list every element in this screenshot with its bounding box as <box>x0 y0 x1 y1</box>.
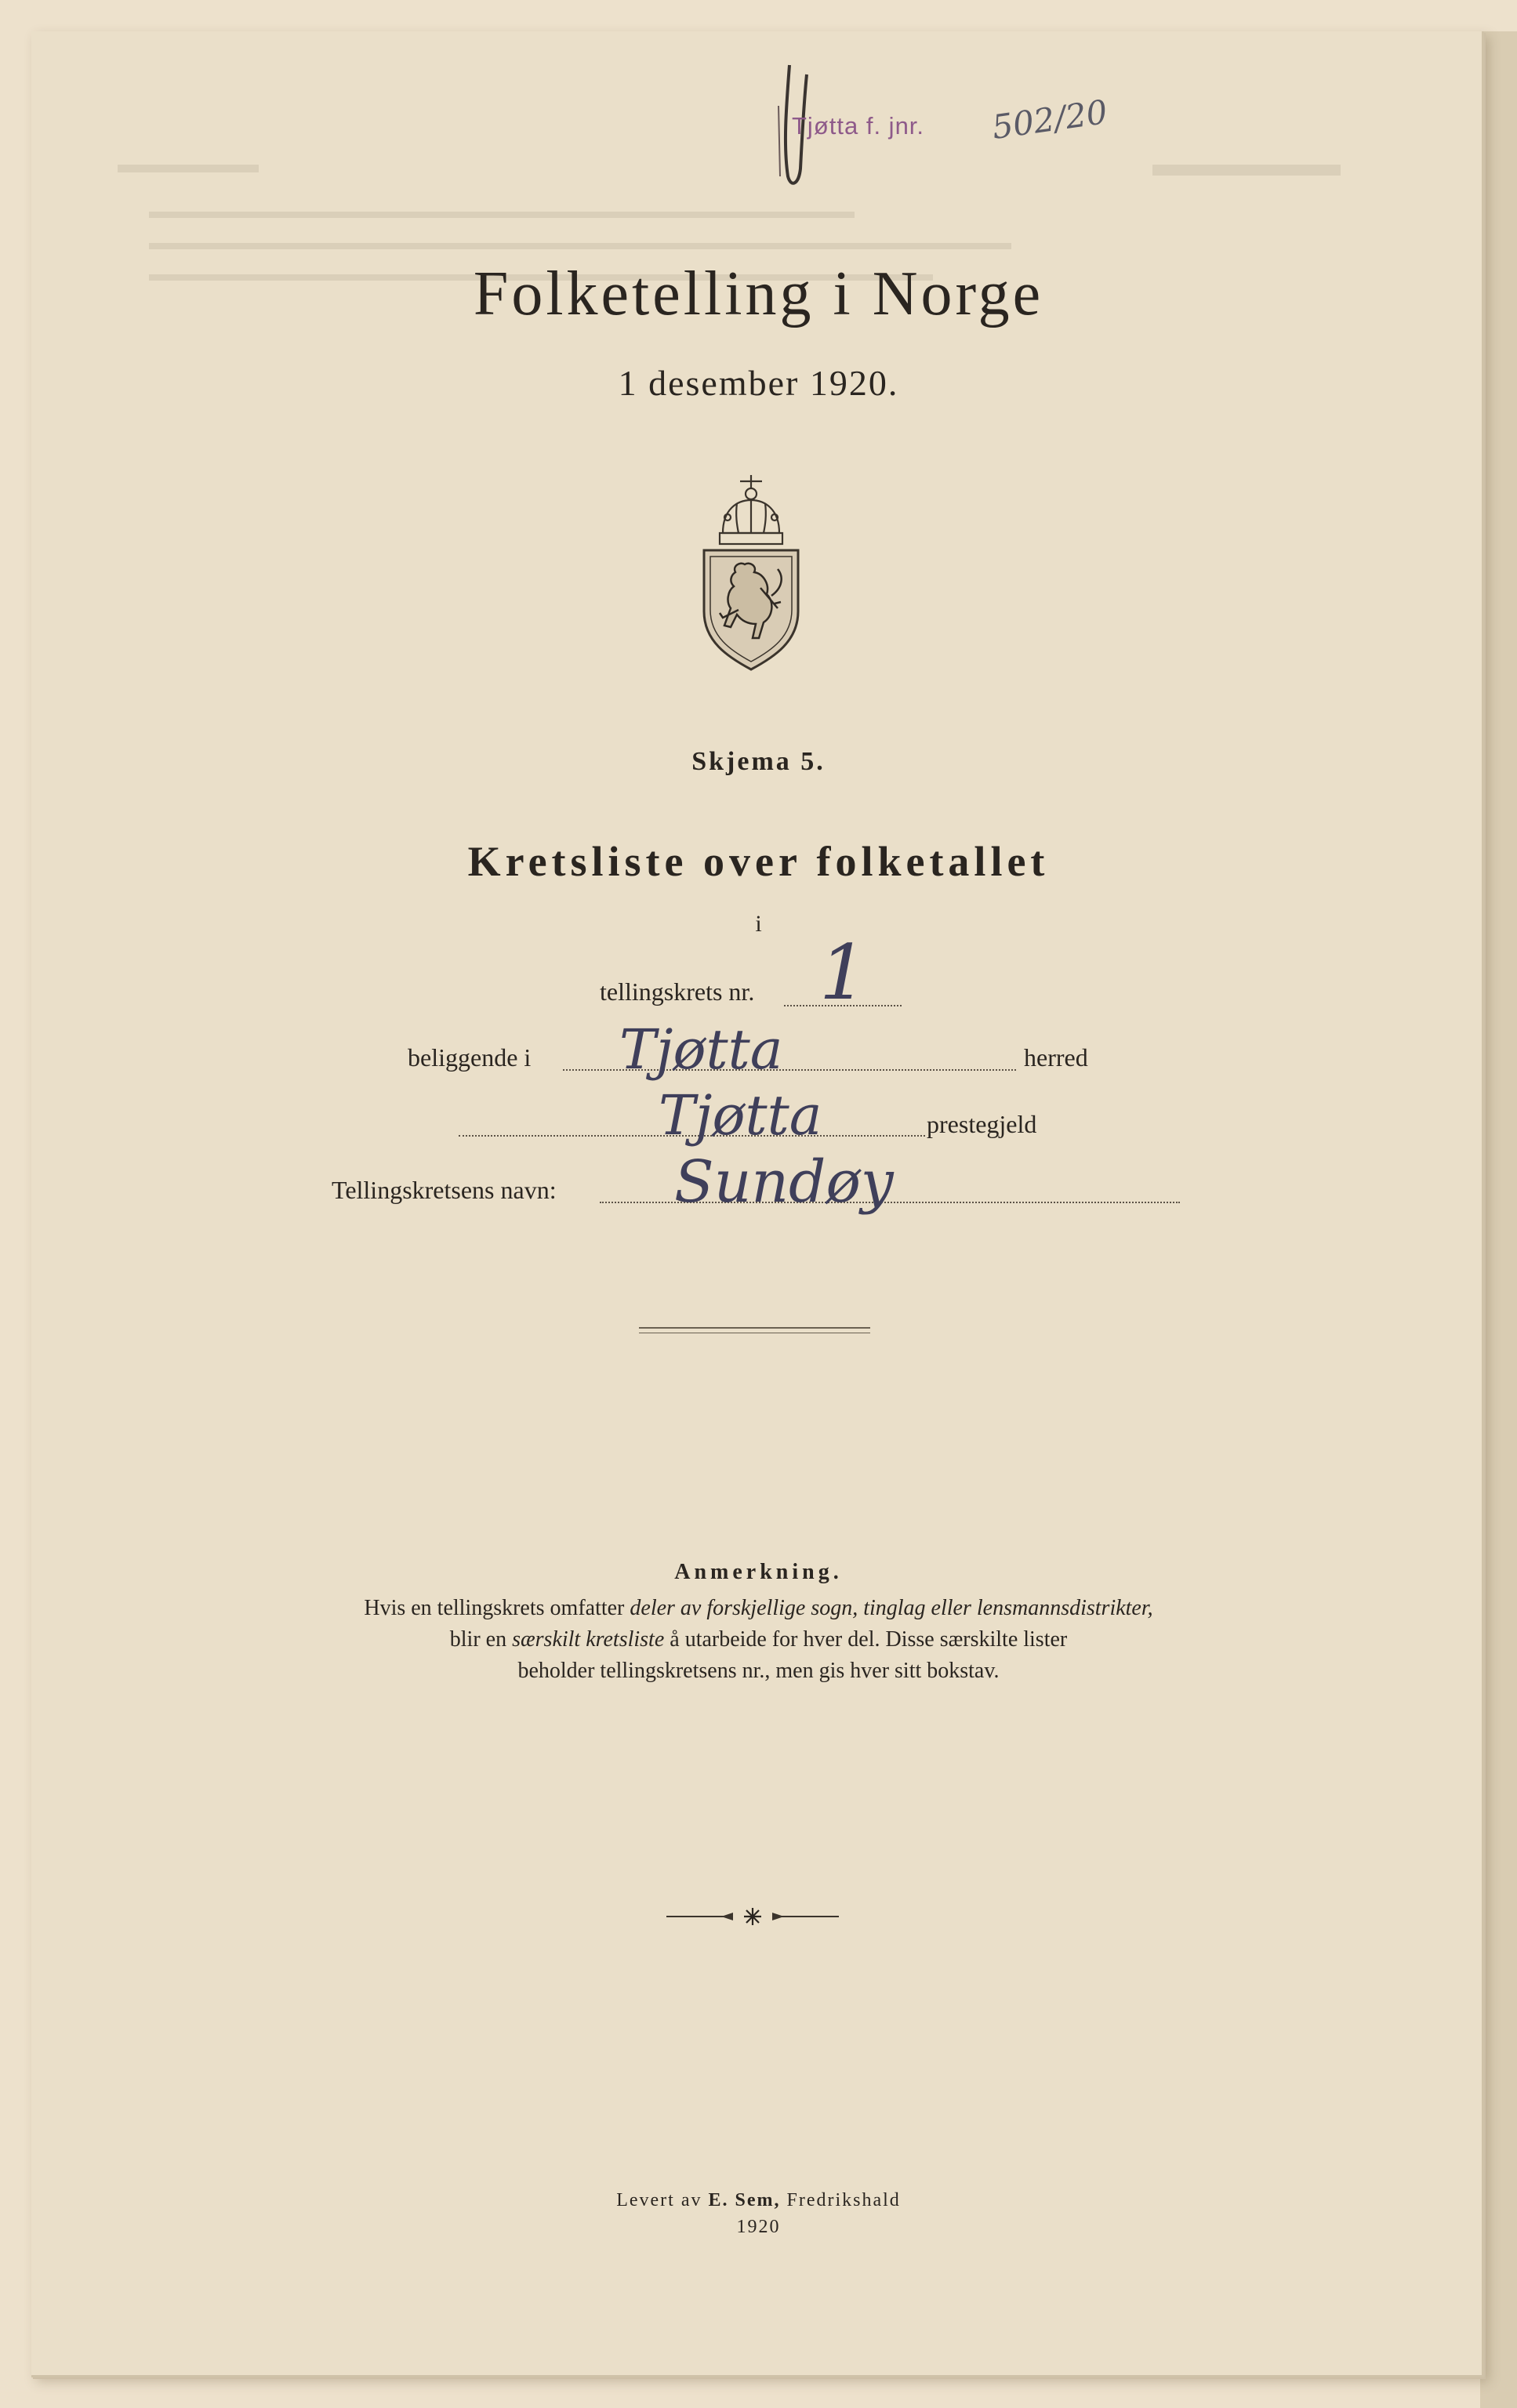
herred-prefix-label: beliggende i <box>408 1043 532 1072</box>
remark-line-2: blir en særskilt kretsliste å utarbeide for hver del. Disse særskilte lister <box>449 1627 1068 1652</box>
census-date: 1 desember 1920. <box>618 363 899 403</box>
form-title: Kretsliste over folketallet <box>467 838 1050 885</box>
krets-name-value[interactable]: Sundøy <box>674 1148 894 1216</box>
prestegjeld-suffix-label: prestegjeld <box>927 1110 1037 1138</box>
printer-year: 1920 <box>736 2217 781 2237</box>
printer-imprint <box>0 2187 1517 2240</box>
remark-line-1: Hvis en tellingskrets omfatter deler av forskjellige sogn, tinglag eller lensmannsdistrikter, <box>364 1596 1153 1620</box>
herred-suffix-label: herred <box>1024 1043 1088 1072</box>
prestegjeld-value[interactable]: Tjøtta <box>659 1083 822 1148</box>
page-title: Folketelling i Norge <box>473 259 1044 328</box>
krets-nr-value[interactable]: 1 <box>819 929 868 1017</box>
herred-value[interactable]: Tjøtta <box>619 1017 783 1082</box>
ornament-divider-icon <box>659 1905 847 1928</box>
remark-line-3: beholder tellingskretsens nr., men gis hver sitt bokstav. <box>517 1659 1000 1683</box>
printer-line: Levert av E. Sem, Fredrikshald <box>616 2190 901 2210</box>
handwritten-journal-number: 502/20 <box>989 92 1110 147</box>
connector-word: i <box>755 911 762 937</box>
remark-body <box>235 1593 1282 1687</box>
remark-heading: Anmerkning. <box>674 1560 843 1584</box>
norwegian-coat-of-arms-icon <box>696 470 806 674</box>
archive-stamp: Tjøtta f. jnr. <box>792 112 925 140</box>
krets-name-label: Tellingskretsens navn: <box>332 1176 557 1204</box>
divider-rule <box>639 1327 870 1329</box>
schema-number: Skjema 5. <box>691 747 826 776</box>
krets-nr-label: tellingskrets nr. <box>600 977 755 1006</box>
